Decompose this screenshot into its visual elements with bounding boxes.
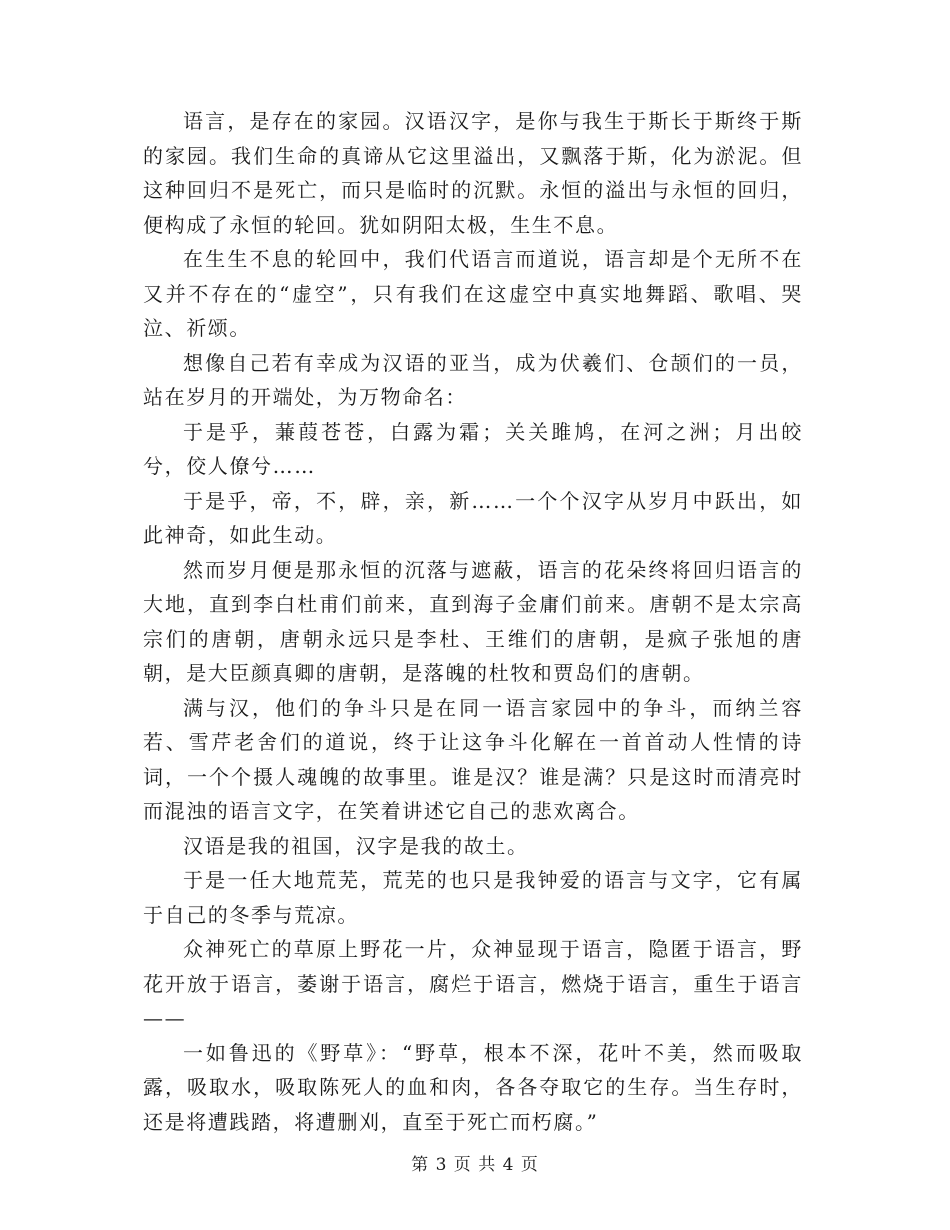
- paragraph: 然而岁月便是那永恒的沉落与遮蔽，语言的花朵终将回归语言的大地，直到李白杜甫们前来，直到海子金庸们前来。唐朝不是太宗高宗们的唐朝，唐朝永远只是李杜、王维们的唐朝，是疯子张旭的唐朝，是大臣颜真卿的唐朝，是落魄的杜牧和贾岛们的唐朝。: [143, 557, 803, 685]
- paragraph: 在生生不息的轮回中，我们代语言而道说，语言却是个无所不在又并不存在的“虚空”，只有我们在这虚空中真实地舞蹈、歌唱、哭泣、祈颂。: [143, 247, 803, 340]
- paragraph: 汉语是我的祖国，汉字是我的故土。: [183, 833, 529, 858]
- body-text: [143, 104, 803, 1139]
- page-number: 3: [435, 1155, 448, 1175]
- footer-middle: 页 共: [453, 1155, 497, 1175]
- paragraph: 语言，是存在的家园。汉语汉字，是你与我生于斯长于斯终于斯的家园。我们生命的真谛从它这里溢出，又飘落于斯，化为淤泥。但这种回归不是死亡，而只是临时的沉默。永恒的溢出与永恒的回归，便构成了永恒的轮回。犹如阴阳太极，生生不息。: [143, 109, 803, 237]
- footer-suffix: 页: [520, 1155, 539, 1175]
- paragraph: 众神死亡的草原上野花一片，众神显现于语言，隐匿于语言，野花开放于语言，萎谢于语言，腐烂于语言，燃烧于语言，重生于语言——: [143, 937, 803, 1030]
- page-total: 4: [502, 1155, 515, 1175]
- paragraph: 于是乎，帝，不，辟，亲，新……一个个汉字从岁月中跃出，如此神奇，如此生动。: [143, 488, 803, 547]
- paragraph: 想像自己若有幸成为汉语的亚当，成为伏羲们、仓颉们的一员，站在岁月的开端处，为万物命名：: [143, 350, 803, 409]
- footer-prefix: 第: [411, 1155, 430, 1175]
- paragraph: 于是乎，蒹葭苍苍，白露为霜；关关雎鸠，在河之洲；月出皎兮，佼人僚兮……: [143, 419, 803, 478]
- paragraph: 满与汉，他们的争斗只是在同一语言家园中的争斗，而纳兰容若、雪芹老舍们的道说，终于让这争斗化解在一首首动人性情的诗词，一个个摄人魂魄的故事里。谁是汉？谁是满？只是这时而清亮时而混浊的语言文字，在笑着讲述它自己的悲欢离合。: [143, 695, 803, 823]
- paragraph: 于是一任大地荒芜，荒芜的也只是我钟爱的语言与文字，它有属于自己的冬季与荒凉。: [143, 868, 803, 927]
- page-footer: [0, 1150, 950, 1175]
- paragraph: 一如鲁迅的《野草》：“野草，根本不深，花叶不美，然而吸取露，吸取水，吸取陈死人的血和肉，各各夺取它的生存。当生存时，还是将遭践踏，将遭删刈，直至于死亡而朽腐。”: [143, 1040, 803, 1134]
